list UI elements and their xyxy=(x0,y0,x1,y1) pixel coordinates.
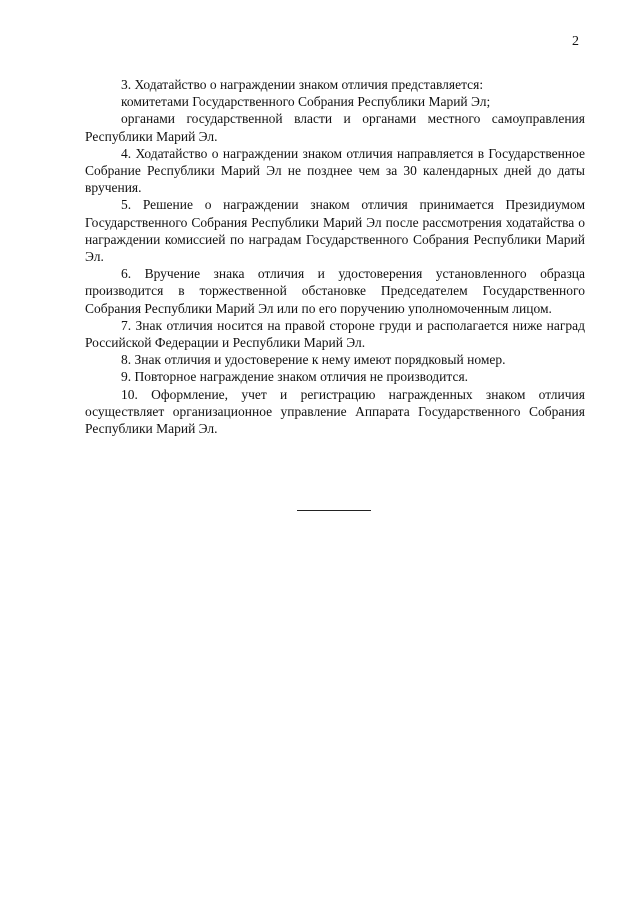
paragraph-4: 4. Ходатайство о награждении знаком отличия направляется в Государственное Собрание Республики Марий Эл не позднее чем за 30 календарных дней до даты вручения. xyxy=(85,145,585,196)
paragraph-6: 6. Вручение знака отличия и удостоверения установленного образца производится в торжественной обстановке Председателем Государственного Собрания Республики Марий Эл или по его поручению уполномоченным лицом. xyxy=(85,266,585,316)
paragraph-3-authorities: органами государственной власти и органами местного самоуправления Республики Марий Эл. xyxy=(85,111,585,144)
paragraph-7: 7. Знак отличия носится на правой стороне груди и располагается ниже наград Российской Федерации и Республики Марий Эл. xyxy=(85,317,585,351)
paragraph-3-committees: комитетами Государственного Собрания Республики Марий Эл; xyxy=(121,94,491,110)
end-of-document-rule xyxy=(297,510,371,511)
paragraph-3-intro: 3. Ходатайство о награждении знаком отличия представляется: xyxy=(121,77,484,92)
paragraph-10: 10. Оформление, учет и регистрацию награжденных знаком отличия осуществляет организационное управление Аппарата Государственного Собрания Республики Марий Эл. xyxy=(85,386,585,437)
paragraph-5: 5. Решение о награждении знаком отличия принимается Президиумом Государственного Собрания Республики Марий Эл после рассмотрения ходатайства о награждении комиссией по наградам Государственного Собрания Республики Марий Эл. xyxy=(85,197,585,265)
paragraph-8: 8. Знак отличия и удостоверение к нему имеют порядковый номер. xyxy=(121,352,506,368)
page-number: 2 xyxy=(572,34,579,49)
document-body xyxy=(85,76,585,437)
paragraph-9: 9. Повторное награждение знаком отличия не производится. xyxy=(121,369,469,385)
